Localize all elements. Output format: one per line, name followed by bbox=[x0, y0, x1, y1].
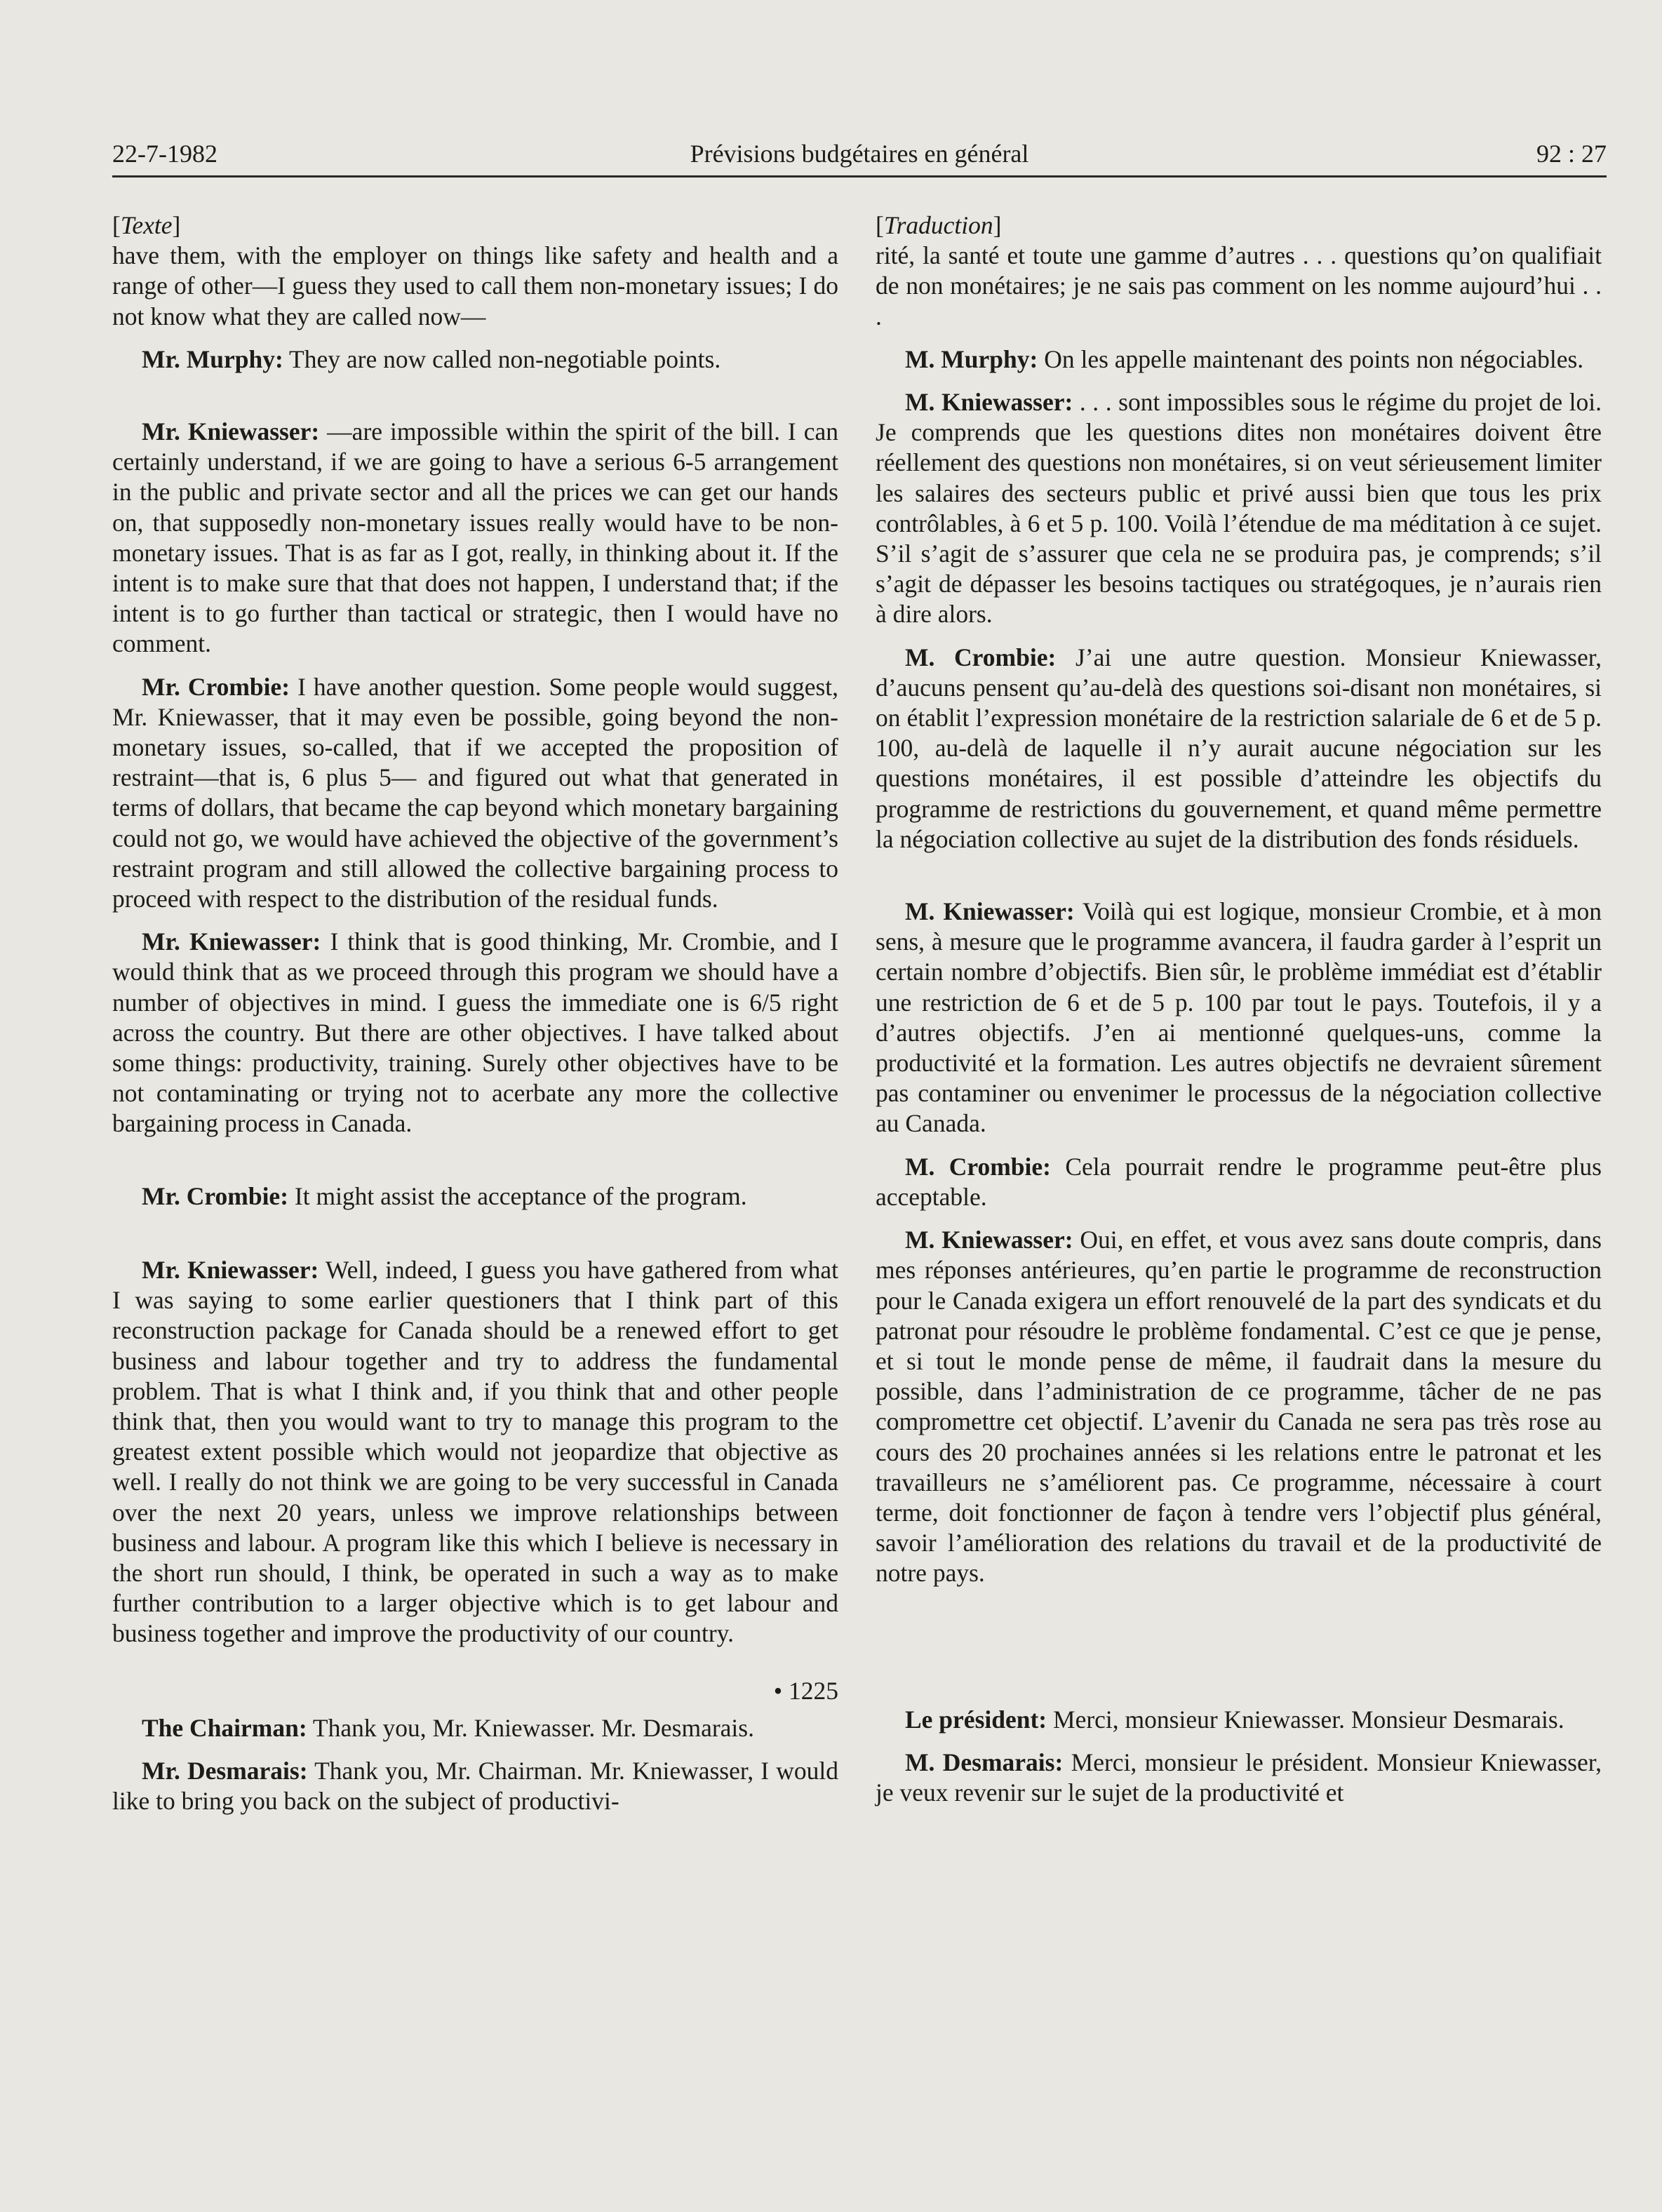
paragraph-text: —are impossible within the spirit of the bill. I can certainly understand, if we are going to have a serious 6-5 arrangement in the public and private sector and all the prices we can get our hands on, that supposedly non-monetary issues really would have to be non-monetary issues. That is as far as I got, really, in thinking about it. If the intent is to make sure that that does not happen, I understand that; if the intent is to go further than tactical or strategic, then I would have no comment. bbox=[112, 417, 838, 658]
paragraph bbox=[112, 672, 838, 915]
paragraph bbox=[876, 1705, 1602, 1735]
speaker-name: Le président: bbox=[905, 1705, 1047, 1734]
header-title: Prévisions budgétaires en général bbox=[690, 140, 1029, 168]
paragraph bbox=[112, 1713, 838, 1743]
paragraph-text: J’ai une autre question. Monsieur Kniewasser, d’aucuns pensent qu’au-delà des questions soi-disant non monétaires, si on établit l’expression monétaire de la restriction salariale de 6 et de 5 p. 100, au-delà de laquelle il n’y aurait aucune négociation sur les questions monétaires, il est possible d’atteindre les objectifs du programme de restrictions du gouvernement, et quand même permettre la négociation collective au sujet de la distribution des fonds résiduels. bbox=[876, 643, 1602, 853]
section-label-traduction: [Traduction] bbox=[876, 211, 1002, 239]
speaker-name: Mr. Desmarais: bbox=[142, 1756, 308, 1785]
speaker-name: Mr. Kniewasser: bbox=[142, 417, 320, 446]
speaker-name: Mr. Murphy: bbox=[142, 344, 283, 373]
speaker-name: Mr. Kniewasser: bbox=[142, 927, 321, 956]
section-label-texte: [Texte] bbox=[112, 211, 181, 239]
paragraph-text: Thank you, Mr. Kniewasser. Mr. Desmarais. bbox=[307, 1713, 754, 1742]
paragraph bbox=[876, 1748, 1602, 1808]
paragraph-text: . . . sont impossibles sous le régime du projet de loi. Je comprends que les questions dites non monétaires doivent être réellement des questions non monétaires, si on veut sérieusement limiter les salaires des secteurs public et privé aussi bien que tous les prix contrôlables, à 6 et 5 p. 100. Voilà l’étendue de ma méditation à ce sujet. S’il s’agit de s’assurer que cela ne se produira pas, je comprends; s’il s’agit de dépasser les besoins tactiques ou stratégoques, je n’aurais rien à dire alors. bbox=[876, 388, 1602, 629]
paragraph bbox=[112, 1756, 838, 1816]
paragraph-text: On les appelle maintenant des points non négociables. bbox=[1038, 344, 1584, 373]
paragraph-text: rité, la santé et toute une gamme d’autres . . . questions qu’on qualifiait de non monétaires; je ne sais pas comment on les nomme aujourd’hui . . . bbox=[876, 241, 1602, 330]
paragraph bbox=[112, 344, 838, 375]
paragraph-text: Voilà qui est logique, monsieur Crombie, et à mon sens, à mesure que le programme avancera, il faudra garder à l’esprit un certain nombre d’objectifs. Bien sûr, le problème immédiat est d’établir une restriction de 6 et de 5 p. 100 par tout le pays. Toutefois, il y a d’autres objectifs. J’en ai mentionné quelques-uns, comme la productivité et la formation. Les autres objectifs ne devraient sûrement pas contaminer ou envenimer le processus de la négociation collective au Canada. bbox=[876, 897, 1602, 1138]
speaker-name: The Chairman: bbox=[142, 1713, 307, 1742]
paragraph bbox=[112, 927, 838, 1139]
paragraph bbox=[112, 241, 838, 332]
paragraph-text: Oui, en effet, et vous avez sans doute compris, dans mes réponses antérieures, qu’en partie le programme de reconstruction pour le Canada exigera un effort renouvelé de la part des syndicats et du patronat pour résoudre le problème fondamental. C’est ce que je pense, et si tout le monde pense de même, il faudrait dans la mesure du possible, dans l’administration de ce programme, tâcher de ne pas compromettre cet objectif. L’avenir du Canada ne sera pas très rose au cours des 20 prochaines années si les relations entre le patronat et les travailleurs ne s’améliorent pas. Ce programme, nécessaire à court terme, doit fonctionner de façon à tendre vers l’objectif plus général, savoir l’amélioration des relations du travail et de la productivité de notre pays. bbox=[876, 1226, 1602, 1588]
left-column-text bbox=[112, 210, 838, 1816]
paragraph-text: I have another question. Some people would suggest, Mr. Kniewasser, that it may even be possible, going beyond the non-monetary issues, so-called, that if we accepted the proposition of restraint—that is, 6 plus 5— and figured out what that generated in terms of dollars, that became the cap beyond which monetary bargaining could not go, we would have achieved the objective of the government’s restraint program and still allowed the collective bargaining process to proceed with respect to the distribution of the residual funds. bbox=[112, 672, 839, 913]
paragraph-text: Thank you, Mr. Chairman. Mr. Kniewasser, I would like to bring you back on the subject of productivi- bbox=[112, 1756, 838, 1816]
time-marker: • 1225 bbox=[773, 1676, 838, 1705]
speaker-name: Mr. Crombie: bbox=[142, 1181, 289, 1210]
speaker-name: M. Kniewasser: bbox=[905, 897, 1075, 926]
speaker-name: M. Desmarais: bbox=[905, 1748, 1064, 1776]
header-date: 22-7-1982 bbox=[112, 140, 217, 168]
paragraph-text: I think that is good thinking, Mr. Crombie, and I would think that as we proceed through this program we should have a number of objectives in mind. I guess the immediate one is 6/5 right across the country. But there are other objectives. I have talked about some things: productivity, training. Surely other objectives have to be not contaminating or trying not to acerbate any more the collective bargaining process in Canada. bbox=[112, 927, 838, 1138]
paragraph-text: They are now called non-negotiable points. bbox=[283, 344, 721, 373]
speaker-name: M. Kniewasser: bbox=[905, 1226, 1073, 1254]
paragraph-text: Well, indeed, I guess you have gathered from what I was saying to some earlier questioners that I think part of this reconstruction package for Canada should be a renewed effort to get business and labour together and try to address the fundamental problem. That is what I think and, if you think that and other people think that, then you would want to try to manage this program to the greatest extent possible which would not jeopardize that objective as well. I really do not think we are going to be very successful in Canada over the next 20 years, unless we improve relationships between business and labour. A program like this which I believe is necessary in the short run should, I think, be operated in such a way as to make further contribution to a larger objective which is to get labour and business together and improve the productivity of our country. bbox=[112, 1255, 838, 1648]
speaker-name: M. Crombie: bbox=[905, 1152, 1051, 1181]
speaker-name: Mr. Kniewasser: bbox=[142, 1255, 319, 1284]
paragraph-text: Merci, monsieur le président. Monsieur Kniewasser, je veux revenir sur le sujet de la productivité et bbox=[876, 1748, 1602, 1807]
paragraph bbox=[112, 1255, 838, 1649]
paragraph bbox=[112, 1181, 838, 1212]
paragraph bbox=[876, 897, 1602, 1139]
paragraph bbox=[876, 1152, 1602, 1212]
paragraph-text: Merci, monsieur Kniewasser. Monsieur Desmarais. bbox=[1047, 1705, 1564, 1734]
speaker-name: M. Kniewasser: bbox=[905, 388, 1073, 417]
paragraph bbox=[876, 387, 1602, 630]
page-header bbox=[112, 133, 1607, 177]
speaker-name: M. Murphy: bbox=[905, 344, 1038, 373]
paragraph-text: Cela pourrait rendre le programme peut-être plus acceptable. bbox=[876, 1152, 1602, 1211]
right-column-text bbox=[876, 210, 1602, 1808]
paragraph bbox=[876, 643, 1602, 854]
paragraph bbox=[876, 1225, 1602, 1588]
paragraph bbox=[112, 417, 838, 659]
speaker-name: Mr. Crombie: bbox=[142, 672, 290, 701]
paragraph-text: It might assist the acceptance of the program. bbox=[288, 1181, 747, 1210]
header-page-number: 92 : 27 bbox=[1536, 140, 1607, 168]
paragraph bbox=[876, 241, 1602, 332]
paragraph-text: have them, with the employer on things like safety and health and a range of other—I guess they used to call them non-monetary issues; I do not know what they are called now— bbox=[112, 241, 838, 330]
speaker-name: M. Crombie: bbox=[905, 643, 1057, 671]
paragraph bbox=[876, 344, 1602, 375]
